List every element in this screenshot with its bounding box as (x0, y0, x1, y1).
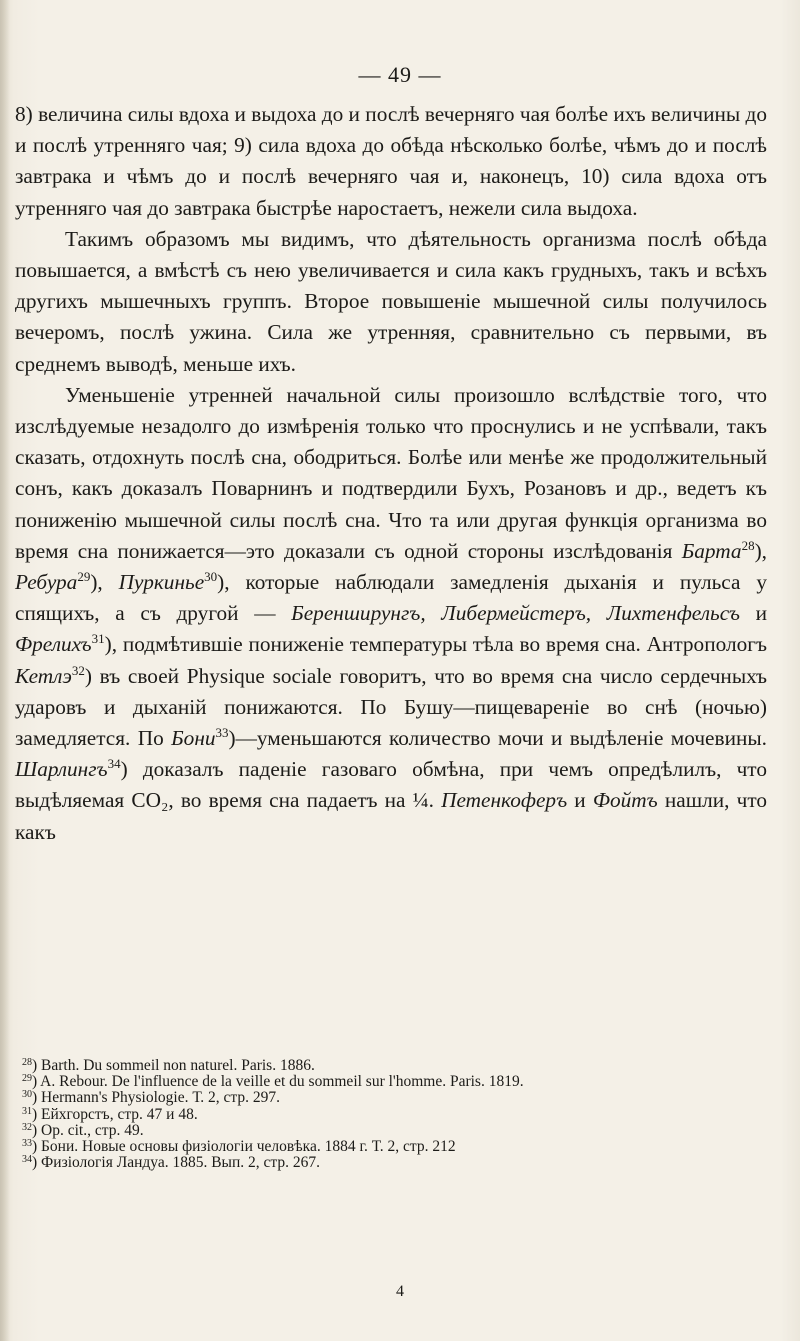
footnote-text: ) Бони. Новые основы физіологіи человѣка. 1884 г. Т. 2, стр. 212 (32, 1139, 456, 1156)
footnote (22, 1107, 772, 1123)
italic-name: Шарлингъ (15, 757, 108, 782)
text-run: ), (90, 570, 119, 595)
text-run: 8) величина силы вдоха и выдоха до и послѣ вечерняго чая болѣе ихъ величины до и послѣ утренняго чая; 9) сила вдоха до обѣда нѣсколько болѣе, чѣмъ до и послѣ завтрака и чѣмъ до и послѣ вечерняго чая и, наконецъ, 10) сила вдоха отъ утренняго чая до завтрака быстрѣе наростаетъ, нежели сила выдоха. (15, 102, 767, 220)
text-run: Уменьшеніе утренней начальной силы произошло вслѣдствіе того, что изслѣдуемые незадолго до измѣренія только что проснулись и не успѣвали, такъ сказать, отдохнуть послѣ сна, ободриться. Болѣе или менѣе же продолжительный сонъ, какъ доказалъ Поварнинъ и подтвердили Бухъ, Розановъ и др., ведетъ къ пониженію мышечной силы послѣ сна. Что та или другая функція организма во время сна понижается—это доказали съ одной стороны изслѣдованія (15, 382, 767, 563)
paragraph (15, 380, 767, 848)
footnote-text: ) Op. cit., стр. 49. (32, 1122, 144, 1139)
footnote-text: ) Hermann's Physiologie. Т. 2, стр. 297. (32, 1090, 280, 1107)
italic-name: Фойтъ (592, 788, 658, 813)
footnote-ref: 28 (741, 537, 755, 553)
text-run: ), (754, 538, 767, 563)
footnote (22, 1123, 772, 1139)
footnote-number: 32 (22, 1122, 32, 1133)
footnote-text: ) Barth. Du sommeil non naturel. Paris. 1886. (32, 1058, 315, 1074)
italic-name: Ребура (15, 570, 78, 595)
page-number: — 49 — (358, 62, 442, 87)
italic-name: Петенкоферъ (441, 788, 568, 813)
footnote-ref: 34 (107, 756, 121, 772)
footnote-number: 33 (22, 1139, 32, 1150)
footnote-ref: 29 (77, 569, 91, 585)
footnote-ref: 30 (204, 569, 218, 585)
footnote-text: ) A. Rebour. De l'influence de la veille et du sommeil sur l'homme. Paris. 1819. (32, 1074, 524, 1091)
footnote-ref: 31 (91, 631, 105, 647)
italic-name: Кетлэ (15, 663, 72, 688)
footnote-number: 31 (22, 1106, 32, 1117)
footnote-number: 29 (22, 1074, 32, 1085)
binding-shadow (0, 0, 10, 1341)
paragraph (15, 99, 767, 224)
footnote (22, 1058, 772, 1074)
italic-name: Беренширунгъ, Либермейстеръ, Лихтенфельсъ (291, 601, 740, 626)
footnote (22, 1139, 772, 1155)
italic-name: Барта (681, 538, 742, 563)
italic-name: Фрелихъ (15, 632, 92, 657)
text-run: ) доказалъ паденіе газоваго обмѣна, при чемъ опредѣлилъ, что выдѣляемая CO₂, во время сна падаетъ на ¼. (15, 757, 767, 813)
main-text (15, 99, 767, 848)
footnotes (22, 1058, 772, 1171)
italic-name: Пуркинье (118, 570, 205, 595)
text-run: ), которые наблюдали замедленія дыханія и пульса у спящихъ, а съ другой — (15, 570, 767, 626)
signature-mark: 4 (396, 1283, 404, 1300)
text-run: Такимъ образомъ мы видимъ, что дѣятельность организма послѣ обѣда повышается, а вмѣстѣ съ нею увеличивается и сила какъ грудныхъ, такъ и всѣхъ другихъ мышечныхъ группъ. Второе повышеніе мышечной силы получилось вечеромъ, послѣ ужина. Сила же утренняя, сравнительно съ первыми, въ среднемъ выводѣ, меньше ихъ. (15, 226, 767, 376)
text-run: и (567, 788, 593, 813)
text-run: )—уменьшаются количество мочи и выдѣленіе мочевины. (228, 726, 767, 751)
footnote-text: ) Физіологія Ландуа. 1885. Вып. 2, стр. 267. (32, 1155, 320, 1172)
footnote-number: 30 (22, 1090, 32, 1101)
footnote-ref: 32 (71, 662, 85, 678)
italic-name: Бони (171, 726, 216, 751)
text-run: нашли, что какъ (15, 788, 767, 844)
footnote (22, 1074, 772, 1090)
text-run: ), подмѣтившіе пониженіе температуры тѣла во время сна. Антропологъ (104, 632, 767, 657)
paragraph (15, 224, 767, 380)
footnote (22, 1155, 772, 1171)
text-run: ) въ своей Physique sociale говоритъ, что во время сна число сердечныхъ ударовъ и дыханій понижаются. По Бушу—пищевареніе во снѣ (ночью) замедляется. По (15, 663, 767, 751)
footnote (22, 1090, 772, 1106)
text-run: и (739, 601, 767, 626)
footnote-number: 28 (22, 1058, 32, 1068)
footnote-number: 34 (22, 1155, 32, 1166)
footnote-text: ) Ейхгорстъ, стр. 47 и 48. (32, 1106, 198, 1123)
footnote-ref: 33 (215, 725, 229, 741)
